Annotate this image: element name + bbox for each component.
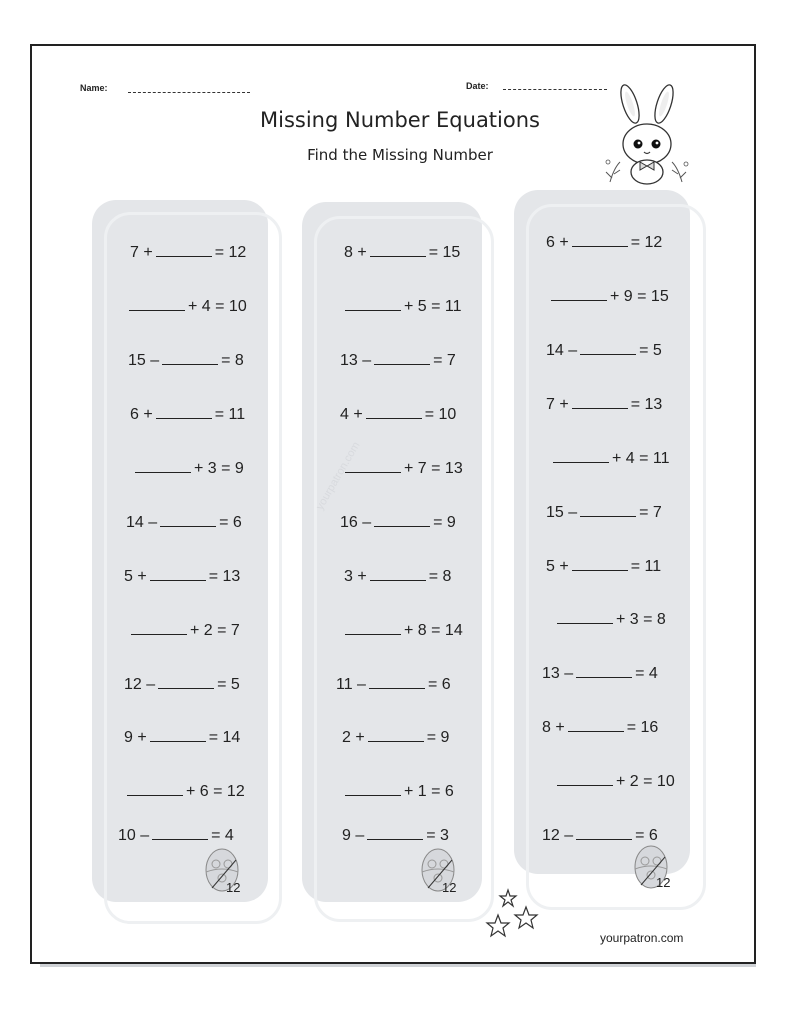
- answer-blank[interactable]: [162, 350, 218, 365]
- equation-row: [124, 566, 240, 586]
- equation-left: 9 +: [124, 729, 147, 746]
- equation-right: = 12: [214, 244, 247, 261]
- answer-blank[interactable]: [580, 502, 636, 517]
- equation-row: [336, 674, 451, 694]
- equation-right: = 4: [211, 827, 234, 844]
- bunny-icon: [600, 82, 692, 192]
- equation-row: [546, 502, 662, 522]
- equation-left: 9 –: [342, 827, 365, 844]
- answer-blank[interactable]: [135, 458, 191, 473]
- equation-left: 5 +: [124, 568, 147, 585]
- answer-blank[interactable]: [369, 674, 425, 689]
- equation-left: 11 –: [336, 676, 366, 693]
- equation-row: [128, 620, 240, 640]
- watermark: yourpatron.com: [313, 439, 363, 513]
- answer-blank[interactable]: [580, 340, 636, 355]
- equation-right: = 11: [214, 406, 246, 423]
- answer-blank[interactable]: [345, 781, 401, 796]
- equation-row: [130, 242, 246, 262]
- answer-blank[interactable]: [160, 512, 216, 527]
- date-label: Date:: [466, 81, 489, 91]
- answer-blank[interactable]: [557, 771, 613, 786]
- equation-row: [126, 512, 242, 532]
- answer-blank[interactable]: [551, 286, 607, 301]
- equation-row: [128, 350, 244, 370]
- equation-right: = 5: [217, 676, 240, 693]
- equation-right: + 7 = 13: [404, 460, 463, 477]
- answer-blank[interactable]: [374, 512, 430, 527]
- score-total-3: 12: [656, 875, 671, 890]
- equation-right: + 8 = 14: [404, 622, 463, 639]
- equation-right: = 9: [426, 729, 450, 746]
- answer-blank[interactable]: [158, 674, 214, 689]
- equation-row: [124, 727, 240, 747]
- answer-blank[interactable]: [370, 242, 426, 257]
- equation-row: [546, 556, 661, 576]
- equation-right: = 12: [630, 234, 663, 251]
- equation-right: + 2 = 7: [190, 622, 240, 639]
- equation-row: [548, 286, 669, 306]
- equation-left: 14 –: [546, 342, 578, 359]
- equation-row: [124, 674, 240, 694]
- equation-right: = 9: [433, 514, 456, 531]
- equation-row: [340, 350, 456, 370]
- name-field[interactable]: [128, 92, 250, 93]
- equation-right: = 3: [426, 827, 449, 844]
- score-total-2: 12: [442, 880, 457, 895]
- equation-left: 14 –: [126, 514, 158, 531]
- equation-left: 16 –: [340, 514, 372, 531]
- equation-right: = 6: [219, 514, 242, 531]
- equation-left: 2 +: [342, 729, 365, 746]
- equation-left: 8 +: [344, 244, 367, 261]
- score-total-1: 12: [226, 880, 241, 895]
- page-subtitle: Find the Missing Number: [307, 146, 493, 164]
- equation-row: [342, 620, 463, 640]
- equation-right: = 6: [635, 827, 658, 844]
- answer-blank[interactable]: [150, 566, 206, 581]
- equation-row: [542, 717, 658, 737]
- answer-blank[interactable]: [553, 448, 609, 463]
- equation-row: [342, 727, 449, 747]
- equation-row: [342, 825, 449, 845]
- answer-blank[interactable]: [572, 232, 628, 247]
- equation-right: = 7: [433, 352, 456, 369]
- equation-row: [542, 825, 658, 845]
- equation-right: + 5 = 11: [404, 298, 462, 315]
- equation-right: + 9 = 15: [610, 288, 669, 305]
- equation-right: = 11: [630, 558, 662, 575]
- equation-row: [132, 458, 244, 478]
- equation-left: 13 –: [542, 665, 574, 682]
- equation-row: [342, 296, 462, 316]
- equation-row: [124, 781, 245, 801]
- answer-blank[interactable]: [127, 781, 183, 796]
- equation-right: + 2 = 10: [616, 773, 675, 790]
- date-field[interactable]: [503, 89, 607, 90]
- answer-blank[interactable]: [129, 296, 185, 311]
- equation-right: + 4 = 11: [612, 450, 670, 467]
- equation-row: [126, 296, 247, 316]
- equation-row: [546, 340, 662, 360]
- answer-blank[interactable]: [557, 609, 613, 624]
- answer-blank[interactable]: [572, 556, 628, 571]
- equation-row: [550, 448, 670, 468]
- answer-blank[interactable]: [150, 727, 206, 742]
- frame-shadow: [40, 964, 756, 967]
- equation-row: [344, 242, 460, 262]
- equation-row: [340, 512, 456, 532]
- answer-blank[interactable]: [131, 620, 187, 635]
- equation-row: [554, 609, 666, 629]
- equation-left: 5 +: [546, 558, 569, 575]
- equation-right: = 6: [427, 676, 451, 693]
- answer-blank[interactable]: [152, 825, 208, 840]
- answer-blank[interactable]: [576, 825, 632, 840]
- equation-left: 15 –: [546, 504, 578, 521]
- equation-row: [344, 566, 451, 586]
- equation-right: + 6 = 12: [186, 783, 245, 800]
- page-title: Missing Number Equations: [260, 108, 540, 132]
- equation-right: = 15: [428, 244, 461, 261]
- equation-right: + 3 = 9: [194, 460, 244, 477]
- equation-row: [118, 825, 234, 845]
- equation-row: [554, 771, 675, 791]
- equation-left: 6 +: [546, 234, 569, 251]
- answer-blank[interactable]: [368, 727, 424, 742]
- answer-blank[interactable]: [345, 620, 401, 635]
- equation-right: = 13: [208, 568, 241, 585]
- equation-right: = 10: [424, 406, 457, 423]
- answer-blank[interactable]: [572, 394, 628, 409]
- name-label: Name:: [80, 83, 108, 93]
- equation-left: 12 –: [124, 676, 156, 693]
- answer-blank[interactable]: [374, 350, 430, 365]
- equation-right: = 14: [208, 729, 241, 746]
- equation-row: [546, 232, 662, 252]
- answer-blank[interactable]: [366, 404, 422, 419]
- answer-blank[interactable]: [156, 404, 212, 419]
- equation-right: = 7: [639, 504, 662, 521]
- equation-left: 8 +: [542, 719, 565, 736]
- answer-blank[interactable]: [367, 825, 423, 840]
- answer-blank[interactable]: [568, 717, 624, 732]
- equation-row: [546, 394, 662, 414]
- answer-blank[interactable]: [576, 663, 632, 678]
- stars-icon: [478, 885, 548, 945]
- equation-right: + 4 = 10: [188, 298, 247, 315]
- equation-right: + 1 = 6: [404, 783, 454, 800]
- equation-right: = 8: [221, 352, 244, 369]
- equation-right: = 5: [639, 342, 662, 359]
- equation-row: [542, 663, 658, 683]
- equation-left: 10 –: [118, 827, 150, 844]
- equation-left: 4 +: [340, 406, 363, 423]
- answer-blank[interactable]: [156, 242, 212, 257]
- equation-row: [342, 781, 454, 801]
- equation-left: 15 –: [128, 352, 160, 369]
- equation-left: 12 –: [542, 827, 574, 844]
- equation-left: 3 +: [344, 568, 367, 585]
- equation-right: + 3 = 8: [616, 611, 666, 628]
- equation-row: [342, 458, 463, 478]
- answer-blank[interactable]: [345, 458, 401, 473]
- equation-row: [130, 404, 245, 424]
- equation-left: 13 –: [340, 352, 372, 369]
- equation-right: = 13: [630, 396, 663, 413]
- footer-website: yourpatron.com: [600, 931, 684, 945]
- equation-row: [340, 404, 456, 424]
- equation-right: = 4: [635, 665, 658, 682]
- answer-blank[interactable]: [345, 296, 401, 311]
- equation-left: 7 +: [546, 396, 569, 413]
- equation-right: = 8: [428, 568, 452, 585]
- answer-blank[interactable]: [370, 566, 426, 581]
- equation-left: 6 +: [130, 406, 153, 423]
- equation-left: 7 +: [130, 244, 153, 261]
- equation-right: = 16: [626, 719, 659, 736]
